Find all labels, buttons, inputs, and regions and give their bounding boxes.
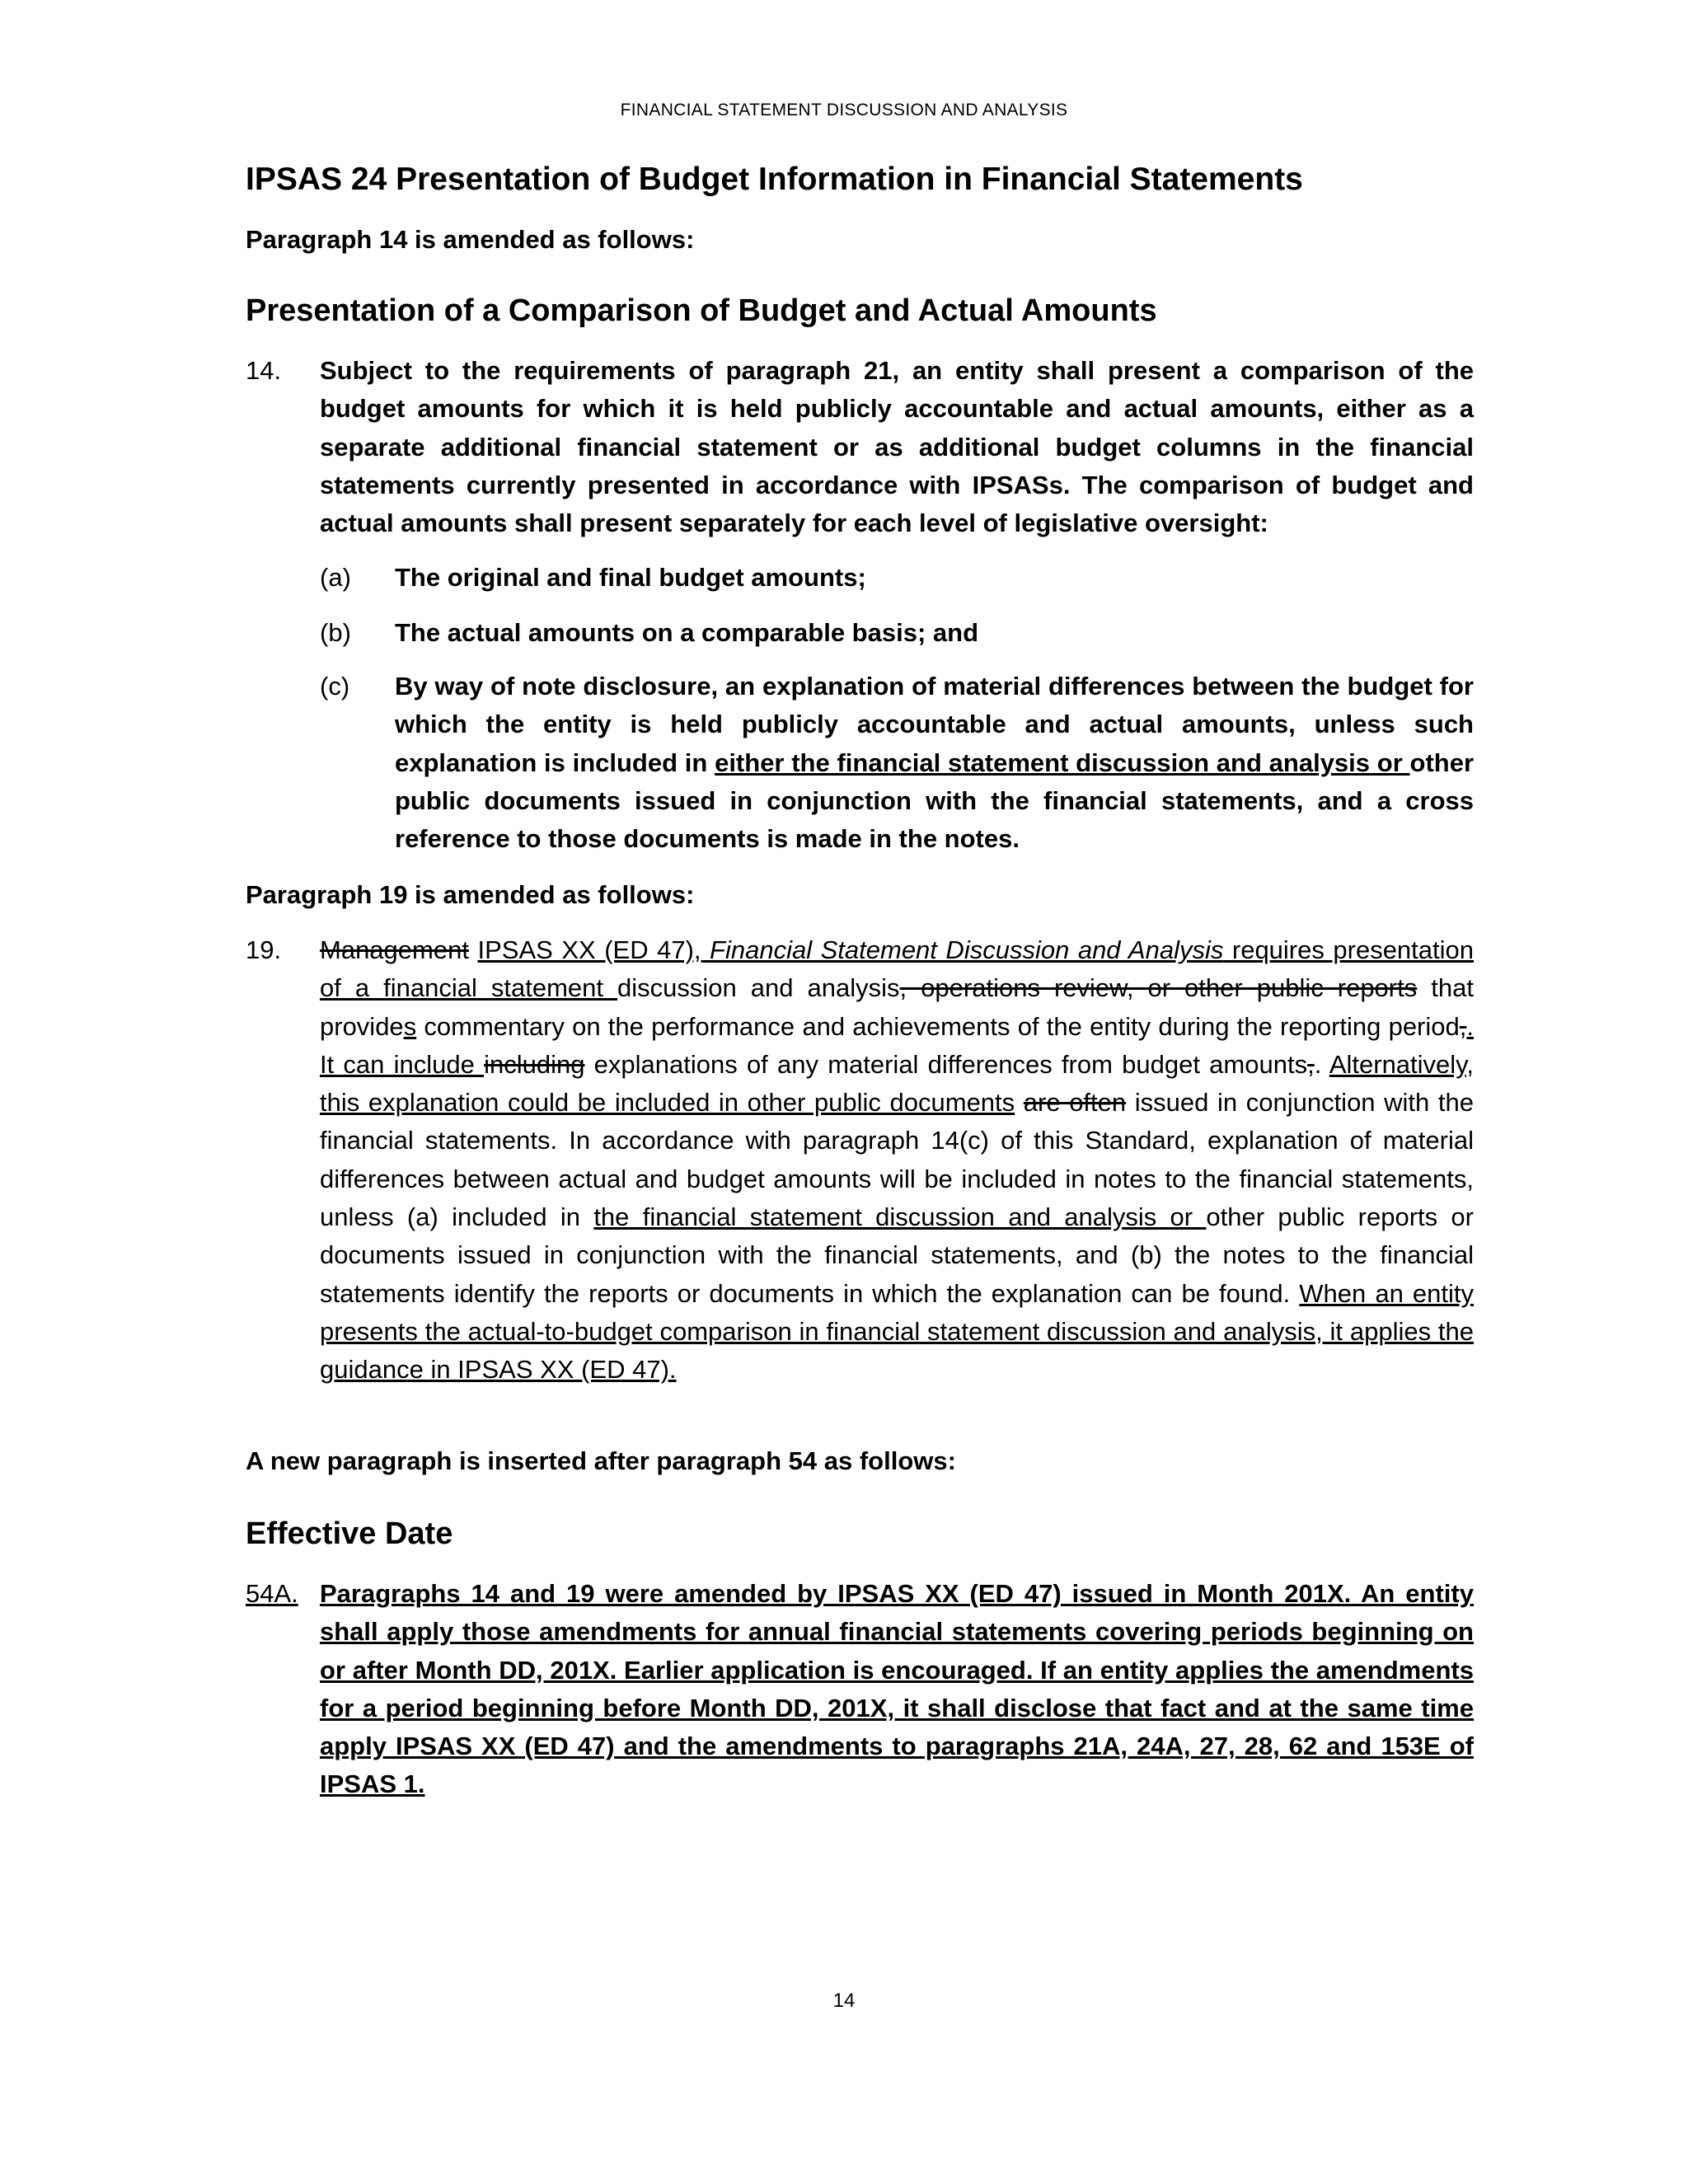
page-title: IPSAS 24 Presentation of Budget Information in Financial Statements: [246, 162, 1303, 197]
paragraph-19-text: [320, 931, 1474, 1390]
paragraph-number-19: 19.: [246, 935, 282, 964]
section-heading: Presentation of a Comparison of Budget and Actual Amounts: [246, 293, 1157, 328]
text-run: The actual amounts on a comparable basis; and: [395, 618, 979, 647]
page-number: 14: [832, 1990, 856, 2012]
deleted-text: including: [484, 1049, 585, 1079]
effective-date-heading: Effective Date: [246, 1516, 453, 1551]
deleted-text: Management: [320, 935, 469, 964]
deleted-text: ,: [1459, 1011, 1467, 1041]
inserted-text: .: [1466, 1011, 1474, 1041]
item-b-text: [395, 614, 1474, 652]
amendment-instruction-14: Paragraph 14 is amended as follows:: [246, 225, 695, 254]
text-run: [469, 935, 478, 964]
amendment-instruction-19: Paragraph 19 is amended as follows:: [246, 880, 695, 909]
text-run: explanations of any material differences from budget amounts: [584, 1049, 1308, 1079]
inserted-text: It can include: [320, 1049, 485, 1079]
text-run: other public documents issued in conjunction with the financial statements, and a cross reference to those documents is made in the notes.: [395, 748, 1475, 854]
text-run: discussion and analysis: [617, 973, 900, 1003]
deleted-text: , operations review, or other public reports: [899, 973, 1418, 1003]
item-label-a: (a): [320, 563, 351, 592]
inserted-text: Alternatively, this explanation could be included in other public documents: [320, 1049, 1474, 1118]
deleted-text: ,: [1307, 1049, 1315, 1079]
text-run: [1015, 1088, 1024, 1117]
text-run: other public reports or documents issued in conjunction with the financial statements, and (b) the notes to the financial statements identify the reports or documents in which the explanation can be found.: [320, 1202, 1474, 1308]
item-c-text: [395, 668, 1474, 858]
paragraph-54a-text: Paragraphs 14 and 19 were amended by IPSAS XX (ED 47) issued in Month 201X. An entity shall apply those amendments for annual financial statements covering periods beginning on or after Month DD, 201X. Earlier application is encouraged. If an entity applies the amendments for a period beginning before Month DD, 201X, it shall disclose that fact and at the same time apply IPSAS XX (ED 47) and the amendments to paragraphs 21A, 24A, 27, 28, 62 and 153E of IPSAS 1.: [320, 1579, 1474, 1799]
paragraph-number-14: 14.: [246, 356, 282, 385]
text-run: By way of note disclosure, an explanation of material differences between the budget for which the entity is held publicly accountable and actual amounts, unless such explanation is included in: [395, 672, 1474, 777]
inserted-text: s: [403, 1011, 417, 1041]
text-run: issued in conjunction with the financial statements. In accordance with paragraph 14(c) of this Standard, explanation of material differences between actual and budget amounts will be included in notes to the financial statements, unless (a) included in: [320, 1088, 1474, 1232]
inserted-text: IPSAS XX (ED 47),: [477, 935, 710, 964]
inserted-text: the financial statement discussion and analysis or: [593, 1202, 1207, 1232]
deleted-text: are often: [1023, 1088, 1127, 1118]
running-header: FINANCIAL STATEMENT DISCUSSION AND ANALYSIS: [620, 101, 1068, 120]
text-run: The original and final budget amounts;: [395, 563, 866, 592]
paragraph-14-text: Subject to the requirements of paragraph 21, an entity shall present a comparison of the budget amounts for which it is held publicly accountable and actual amounts, either as a separate additional financial statement or as additional budget columns in the financial statements currently presented in accordance with IPSASs. The comparison of budget and actual amounts shall present separately for each level of legislative oversight:: [320, 356, 1474, 538]
item-label-b: (b): [320, 618, 351, 647]
amendment-instruction-54: A new paragraph is inserted after paragraph 54 as follows:: [246, 1446, 956, 1475]
inserted-text: When an entity presents the actual-to-budget comparison in financial statement discussion and analysis, it applies the guidance in IPSAS XX (ED 47).: [320, 1278, 1474, 1385]
text-run: .: [1314, 1049, 1329, 1079]
inserted-text: either the financial statement discussion and analysis or: [715, 748, 1410, 777]
paragraph-number-54a: 54A.: [246, 1579, 298, 1608]
inserted-text: requires presentation of a financial statement: [320, 935, 1475, 1003]
item-a-text: [395, 559, 1474, 597]
inserted-text: Financial Statement Discussion and Analysis: [710, 935, 1224, 964]
text-run: commentary on the performance and achievements of the entity during the reporting period: [416, 1011, 1460, 1041]
text-run: that provide: [320, 973, 1474, 1041]
item-label-c: (c): [320, 672, 350, 701]
